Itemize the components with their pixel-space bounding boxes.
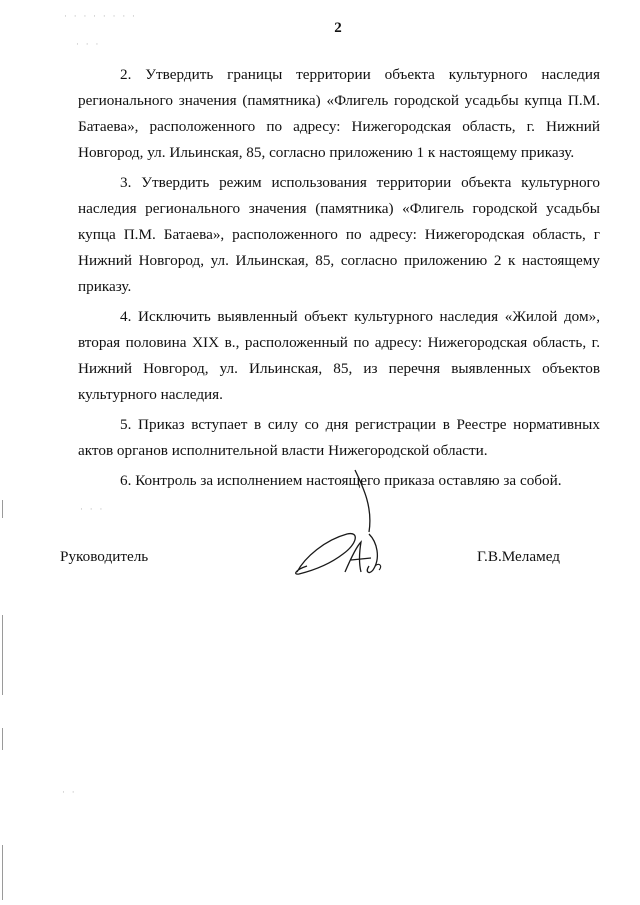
scan-edge-mark <box>2 615 3 695</box>
scan-edge-mark <box>2 845 3 900</box>
paragraph-item-3: 3. Утвердить режим использования территории объекта культурного наследия регионального значения (памятника) «Флигель городской усадьбы купца П.М. Батаева», расположенного по адресу: Нижегородская область, г Нижний Новгород, ул. Ильинская, 85, согласно приложению 2 к настоящему приказу. <box>78 174 600 295</box>
signature-block <box>60 548 560 578</box>
scan-edge-mark <box>2 728 3 750</box>
paragraph-item-2: 2. Утвердить границы территории объекта культурного наследия регионального значения (памятника) «Флигель городской усадьбы купца П.М. Батаева», расположенного по адресу: Нижегородская область, г. Нижний Новгород, ул. Ильинская, 85, согласно приложению 1 к настоящему приказу. <box>78 66 600 161</box>
scan-noise: · · · <box>76 40 101 50</box>
paragraph-item-5: 5. Приказ вступает в силу со дня регистрации в Реестре нормативных актов органов исполнительной власти Нижегородской области. <box>78 416 600 459</box>
signatory-name: Г.В.Меламед <box>476 548 560 565</box>
paragraph-item-6: 6. Контроль за исполнением настоящего приказа оставляю за собой. <box>120 472 562 489</box>
scan-edge-mark <box>2 500 3 518</box>
page-number: 2 <box>334 20 342 36</box>
paragraph-item-4: 4. Исключить выявленный объект культурного наследия «Жилой дом», вторая половина XIX в., расположенный по адресу: Нижегородская область, г. Нижний Новгород, ул. Ильинская, 85, из перечня выявленных объектов культурного наследия. <box>78 308 600 403</box>
scan-noise: · · · <box>80 505 105 515</box>
order-body <box>78 62 600 498</box>
signatory-role: Руководитель <box>60 548 149 565</box>
scan-noise: · · <box>62 788 77 798</box>
scan-noise: · · · · · · · · <box>64 12 137 22</box>
